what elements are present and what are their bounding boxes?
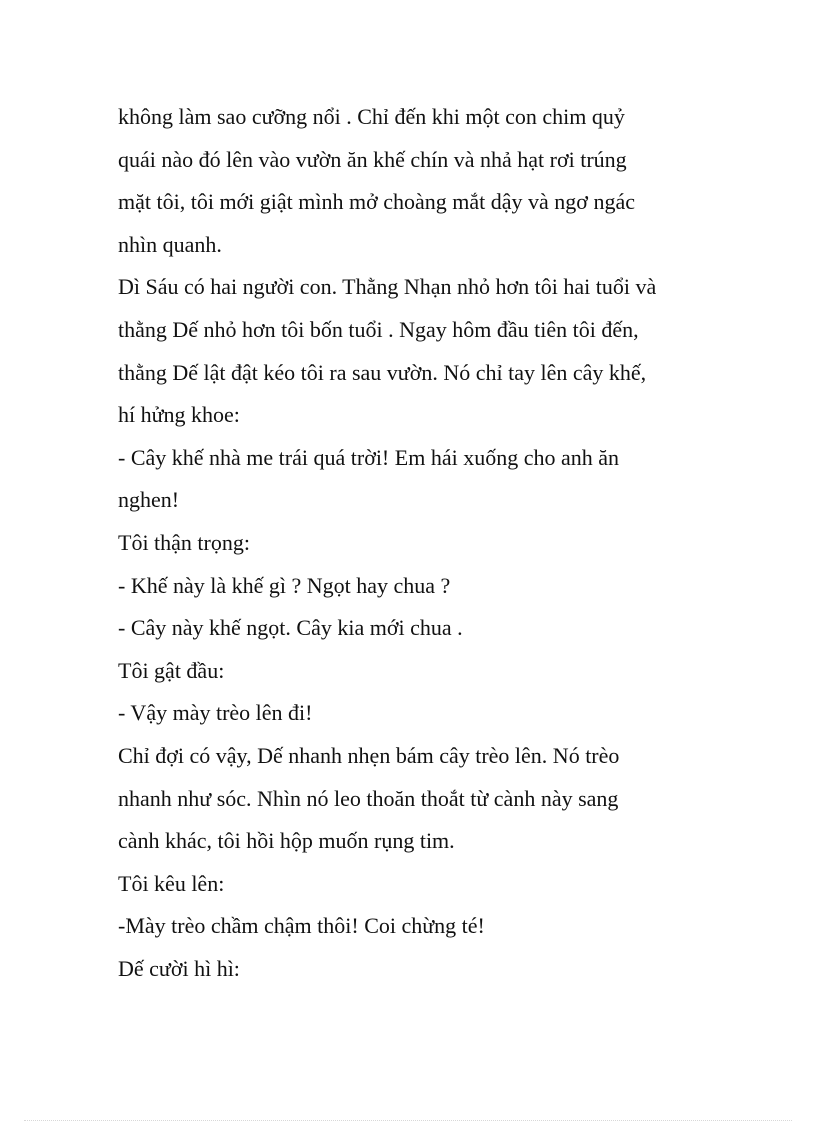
text-line: không làm sao cưỡng nổi . Chỉ đến khi một con chim quỷ [118,104,625,129]
story-text [118,96,718,990]
text-line: mặt tôi, tôi mới giật mình mở choàng mắt dậy và ngơ ngác [118,189,635,215]
text-line: Chỉ đợi có vậy, Dế nhanh nhẹn bám cây trèo lên. Nó trèo [118,742,620,768]
page-bottom-divider [24,1120,792,1121]
text-line: - Cây khế nhà me trái quá trời! Em hái xuống cho anh ăn [118,444,619,470]
text-line: Dì Sáu có hai người con. Thằng Nhạn nhỏ hơn tôi hai tuổi và [118,274,657,300]
text-line: quái nào đó lên vào vườn ăn khế chín và nhả hạt rơi trúng [118,146,627,172]
text-line: Tôi kêu lên: [118,870,225,896]
text-line: nhìn quanh. [118,231,222,257]
text-line: Tôi thận trọng: [118,529,250,555]
text-line: hí hửng khoe: [118,402,240,428]
text-line: - Vậy mày trèo lên đi! [118,700,313,726]
text-line: cành khác, tôi hồi hộp muốn rụng tim. [118,828,455,854]
text-line: - Cây này khế ngọt. Cây kia mới chua . [118,615,463,641]
text-line: Tôi gật đầu: [118,657,225,683]
text-line: -Mày trèo chầm chậm thôi! Coi chừng té! [118,913,485,939]
text-line: thằng Dế lật đật kéo tôi ra sau vườn. Nó chỉ tay lên cây khế, [118,359,647,385]
text-line: Dế cười hì hì: [118,955,240,981]
text-line: nghen! [118,487,180,513]
text-line: nhanh như sóc. Nhìn nó leo thoăn thoắt từ cành này sang [118,785,619,811]
text-line: thằng Dế nhỏ hơn tôi bốn tuổi . Ngay hôm đầu tiên tôi đến, [118,316,639,342]
text-line: - Khế này là khế gì ? Ngọt hay chua ? [118,572,451,598]
